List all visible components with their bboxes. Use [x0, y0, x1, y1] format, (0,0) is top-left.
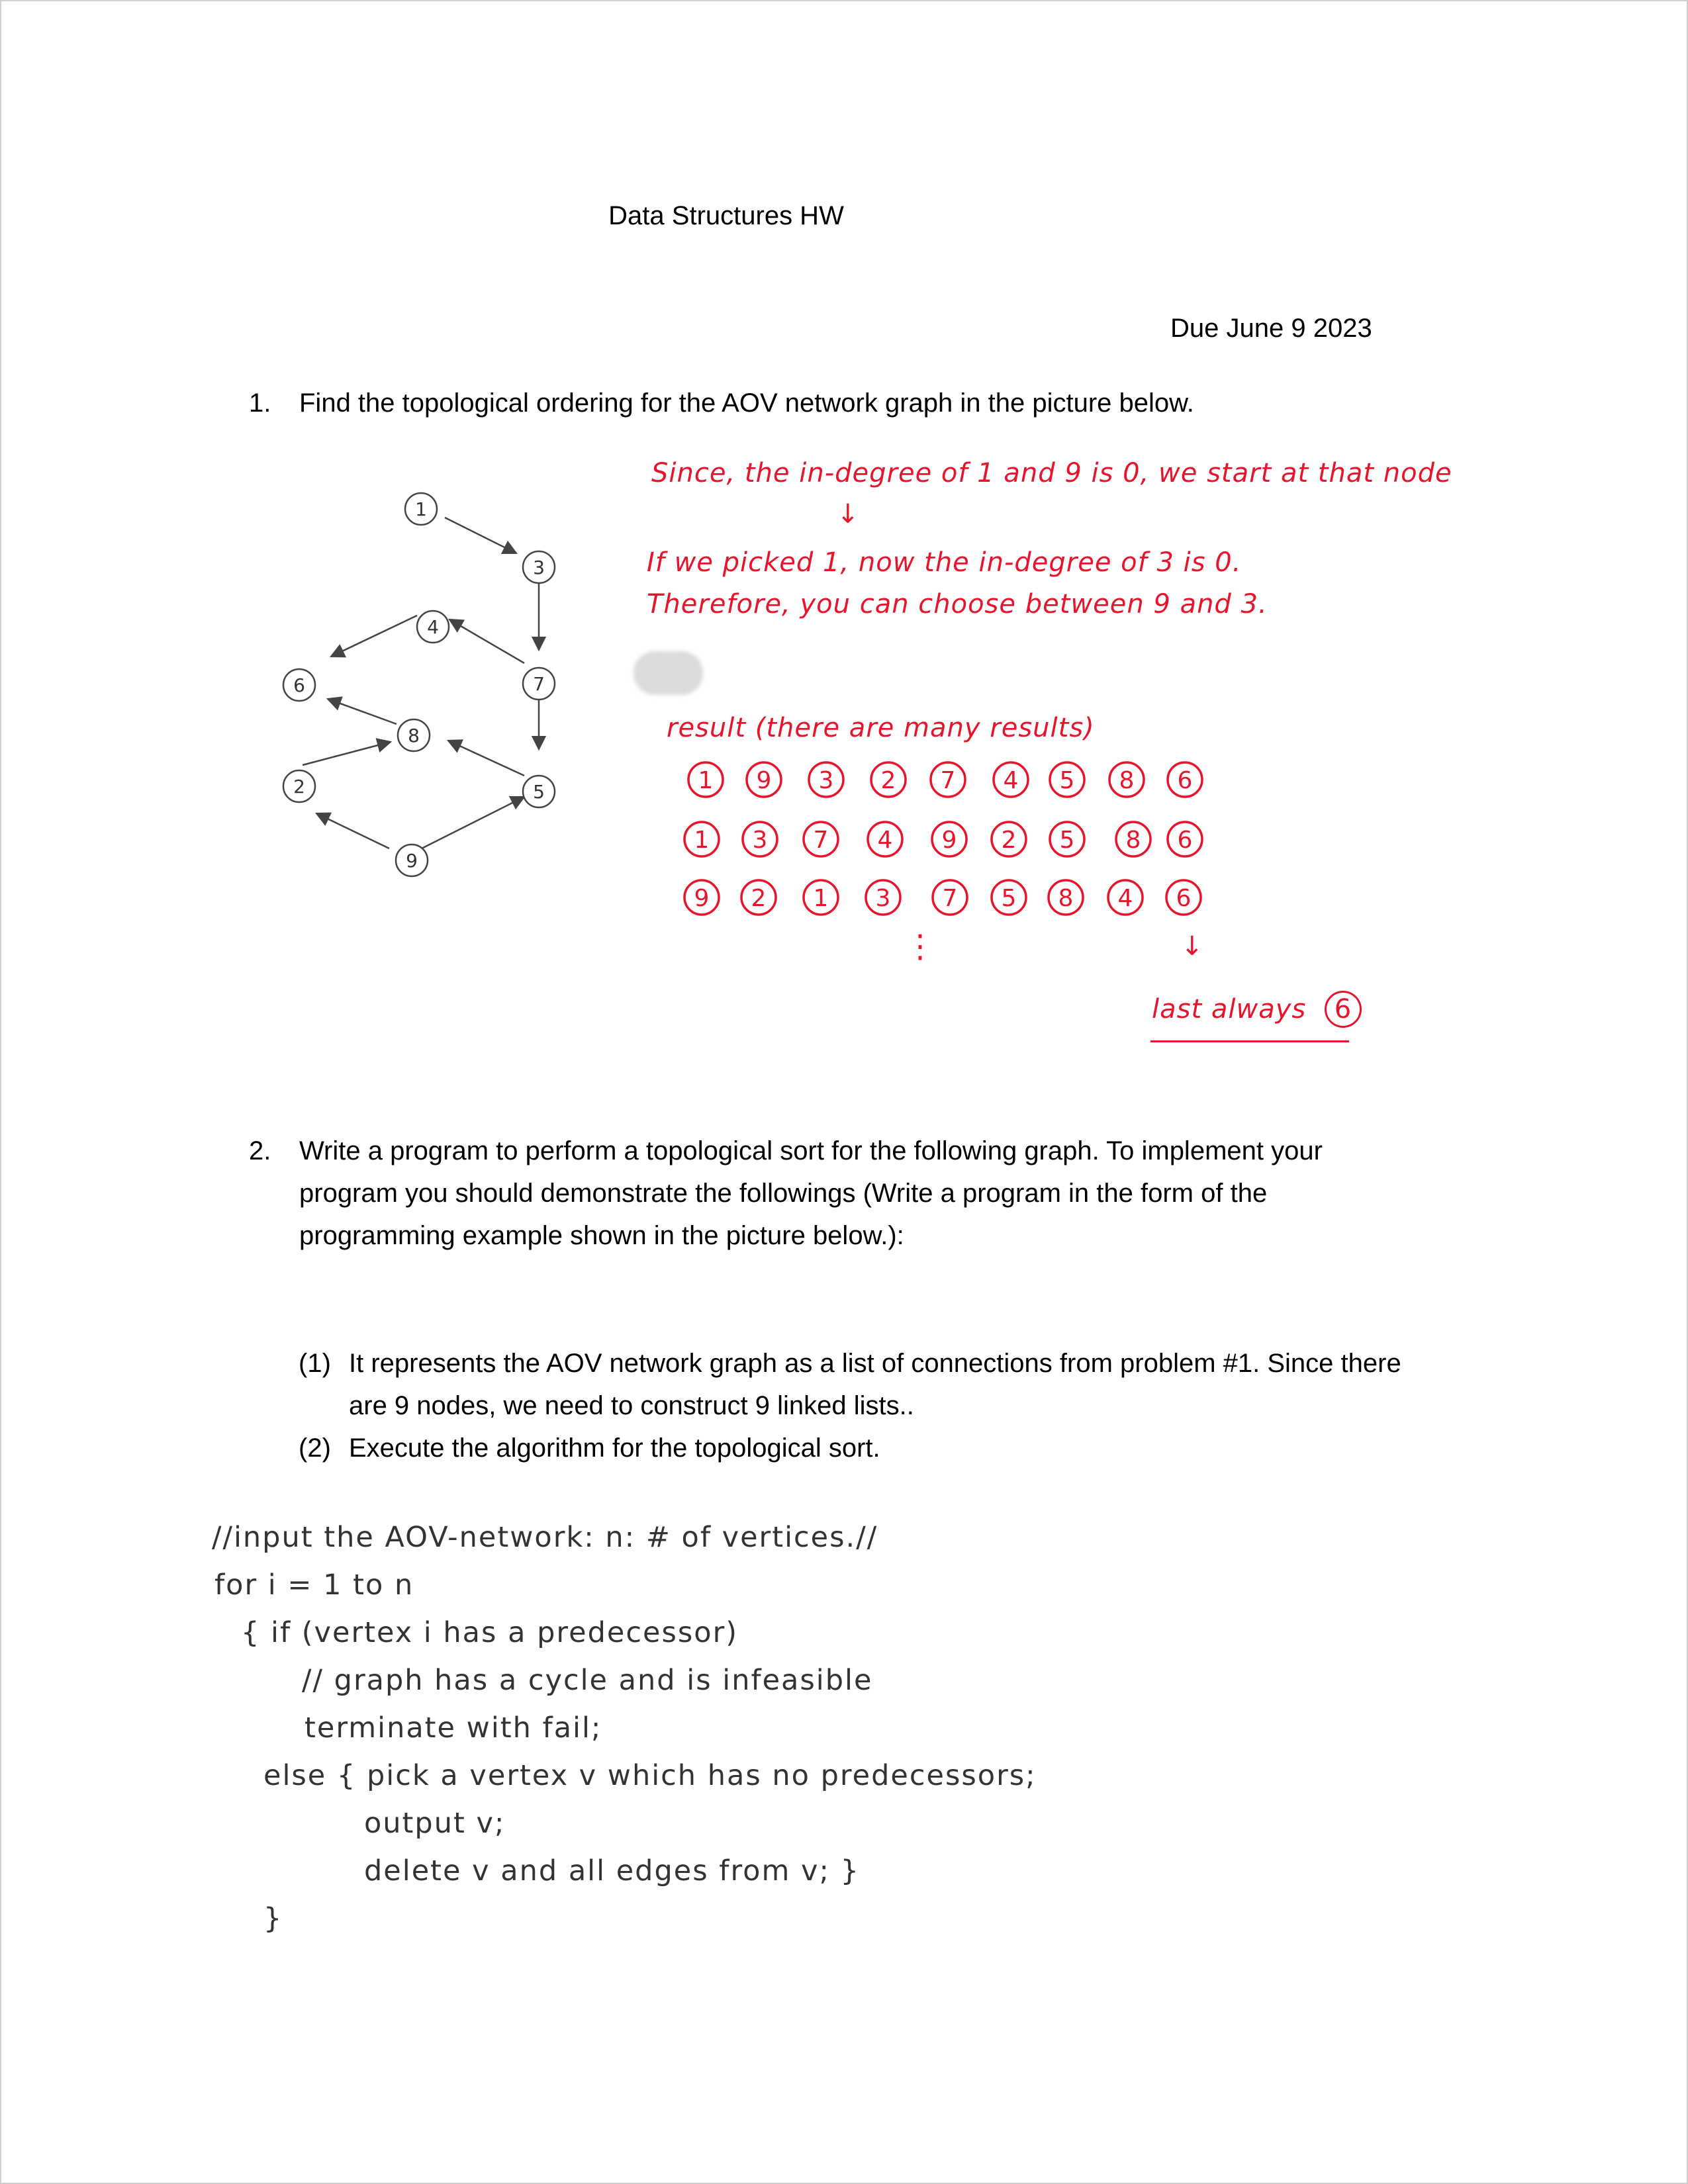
down-arrow-2: ↓ [1181, 931, 1204, 962]
edge-1-3 [445, 518, 516, 553]
circled-number [743, 822, 777, 856]
circled-number [1166, 880, 1201, 915]
svg-text:2: 2 [880, 767, 896, 794]
edge-7-4 [449, 619, 524, 663]
last-always-circled-6: 6 [1325, 991, 1362, 1028]
svg-text:3: 3 [875, 885, 891, 912]
result-row-3 [684, 880, 1201, 915]
edge-8-6 [328, 699, 397, 724]
graph-node-1 [405, 493, 437, 525]
circled-number [1108, 880, 1143, 915]
svg-text:1: 1 [694, 827, 710, 854]
item-1-number: (1) [299, 1349, 331, 1378]
svg-text:9: 9 [694, 885, 710, 912]
circled-number [871, 762, 906, 797]
svg-text:6: 6 [1176, 885, 1192, 912]
code-line-4: // graph has a cycle and is infeasible [302, 1664, 873, 1697]
problem-2-line-2: program you should demonstrate the followings (Write a program in the form of the [299, 1179, 1268, 1208]
code-line-7: output v; [364, 1807, 506, 1840]
code-line-8: delete v and all edges from v; } [364, 1854, 860, 1888]
circled-number [1049, 880, 1083, 915]
svg-text:5: 5 [533, 781, 545, 803]
item-1-line-1: It represents the AOV network graph as a list of connections from problem #1. Since there [349, 1349, 1401, 1378]
vertical-dots: ⋮ [904, 928, 937, 965]
circled-number [1116, 822, 1150, 856]
smudge [633, 651, 703, 695]
edge-9-5 [422, 797, 524, 848]
svg-text:2: 2 [1001, 827, 1017, 854]
svg-text:1: 1 [813, 885, 829, 912]
svg-text:5: 5 [1059, 827, 1075, 854]
circled-number [809, 762, 843, 797]
circled-number [994, 762, 1028, 797]
problem-2-item-1 [299, 1342, 1660, 1427]
graph-node-6 [283, 669, 315, 701]
code-line-3: { if (vertex i has a predecessor) [241, 1616, 739, 1649]
svg-text:9: 9 [941, 827, 957, 854]
due-date: Due June 9 2023 [1170, 314, 1372, 343]
edge-4-6 [331, 615, 417, 657]
document-title: Data Structures HW [608, 201, 844, 230]
last-always-note [1152, 991, 1362, 1028]
edge-9-2 [316, 813, 389, 848]
item-1-line-2: are 9 nodes, we need to construct 9 linked lists.. [349, 1391, 914, 1420]
svg-text:4: 4 [1117, 885, 1133, 912]
svg-text:7: 7 [940, 767, 956, 794]
code-line-9: } [263, 1902, 283, 1935]
svg-text:2: 2 [293, 776, 305, 797]
circled-number [1168, 822, 1202, 856]
circled-number [866, 880, 900, 915]
svg-text:4: 4 [877, 827, 893, 854]
graph-node-2 [283, 770, 315, 802]
problem-1-number: 1. [249, 388, 271, 418]
svg-text:8: 8 [1058, 885, 1074, 912]
problem-2-line-1: Write a program to perform a topological sort for the following graph. To implement your [299, 1136, 1323, 1165]
svg-text:4: 4 [427, 616, 439, 638]
svg-text:8: 8 [1119, 767, 1135, 794]
svg-text:6: 6 [1177, 767, 1193, 794]
circled-number [933, 880, 967, 915]
svg-text:8: 8 [408, 725, 420, 747]
svg-text:9: 9 [406, 850, 418, 872]
result-label: result (there are many results) [667, 713, 1095, 743]
circled-number [931, 762, 965, 797]
problem-2-line-3: programming example shown in the picture below.): [299, 1221, 904, 1250]
result-row-1 [688, 762, 1202, 797]
edge-5-8 [448, 741, 524, 776]
svg-text:5: 5 [1059, 767, 1075, 794]
svg-text:1: 1 [415, 498, 427, 520]
circled-number [992, 822, 1026, 856]
svg-text:1: 1 [698, 767, 714, 794]
svg-text:3: 3 [752, 827, 768, 854]
circled-number [684, 880, 719, 915]
circled-number [747, 762, 781, 797]
item-2-number: (2) [299, 1433, 331, 1463]
problem-1 [249, 382, 1557, 424]
problem-2-item-2 [299, 1427, 1607, 1469]
result-rows [670, 749, 1239, 934]
code-line-6: else { pick a vertex v which has no predecessors; [263, 1759, 1037, 1792]
graph-node-3 [523, 551, 555, 583]
circled-number [868, 822, 902, 856]
circled-number [1168, 762, 1202, 797]
code-line-1: //input the AOV-network: n: # of vertices.// [212, 1521, 878, 1554]
circled-number [1050, 762, 1084, 797]
handwritten-line-3: Therefore, you can choose between 9 and 3. [647, 589, 1268, 619]
svg-text:6: 6 [1177, 827, 1193, 854]
handwritten-line-1: Since, the in-degree of 1 and 9 is 0, we start at that node [651, 458, 1452, 488]
svg-text:7: 7 [533, 673, 545, 695]
graph-node-4 [417, 611, 449, 643]
svg-text:9: 9 [756, 767, 772, 794]
svg-text:3: 3 [533, 557, 545, 578]
circled-number [1109, 762, 1144, 797]
result-row-2 [684, 822, 1202, 856]
circled-number [741, 880, 776, 915]
graph-node-9 [396, 844, 428, 876]
problem-1-text: Find the topological ordering for the AOV network graph in the picture below. [299, 388, 1194, 418]
svg-text:3: 3 [818, 767, 834, 794]
graph-node-5 [523, 776, 555, 807]
aov-network-graph [259, 465, 577, 895]
svg-text:6: 6 [293, 674, 305, 696]
circled-number [992, 880, 1026, 915]
graph-node-7 [523, 668, 555, 700]
circled-number [688, 762, 723, 797]
problem-2 [249, 1130, 1590, 1257]
circled-number [804, 880, 838, 915]
code-line-5: terminate with fail; [305, 1711, 602, 1745]
code-line-2: for i = 1 to n [214, 1569, 414, 1602]
down-arrow-1: ↓ [837, 499, 860, 529]
circled-number [1050, 822, 1084, 856]
last-always-underline [1150, 1040, 1349, 1042]
svg-text:7: 7 [813, 827, 829, 854]
circled-number [804, 822, 838, 856]
svg-text:2: 2 [751, 885, 767, 912]
svg-text:5: 5 [1001, 885, 1017, 912]
graph-node-8 [398, 719, 430, 751]
last-always-text: last always [1152, 994, 1307, 1024]
svg-text:7: 7 [942, 885, 958, 912]
svg-text:4: 4 [1003, 767, 1019, 794]
circled-number [932, 822, 966, 856]
svg-text:8: 8 [1125, 827, 1141, 854]
circled-number [684, 822, 719, 856]
edge-2-8 [303, 742, 391, 765]
problem-2-number: 2. [249, 1136, 271, 1165]
handwritten-line-2: If we picked 1, now the in-degree of 3 is 0. [647, 547, 1242, 578]
item-2-line-1: Execute the algorithm for the topological sort. [349, 1433, 880, 1463]
